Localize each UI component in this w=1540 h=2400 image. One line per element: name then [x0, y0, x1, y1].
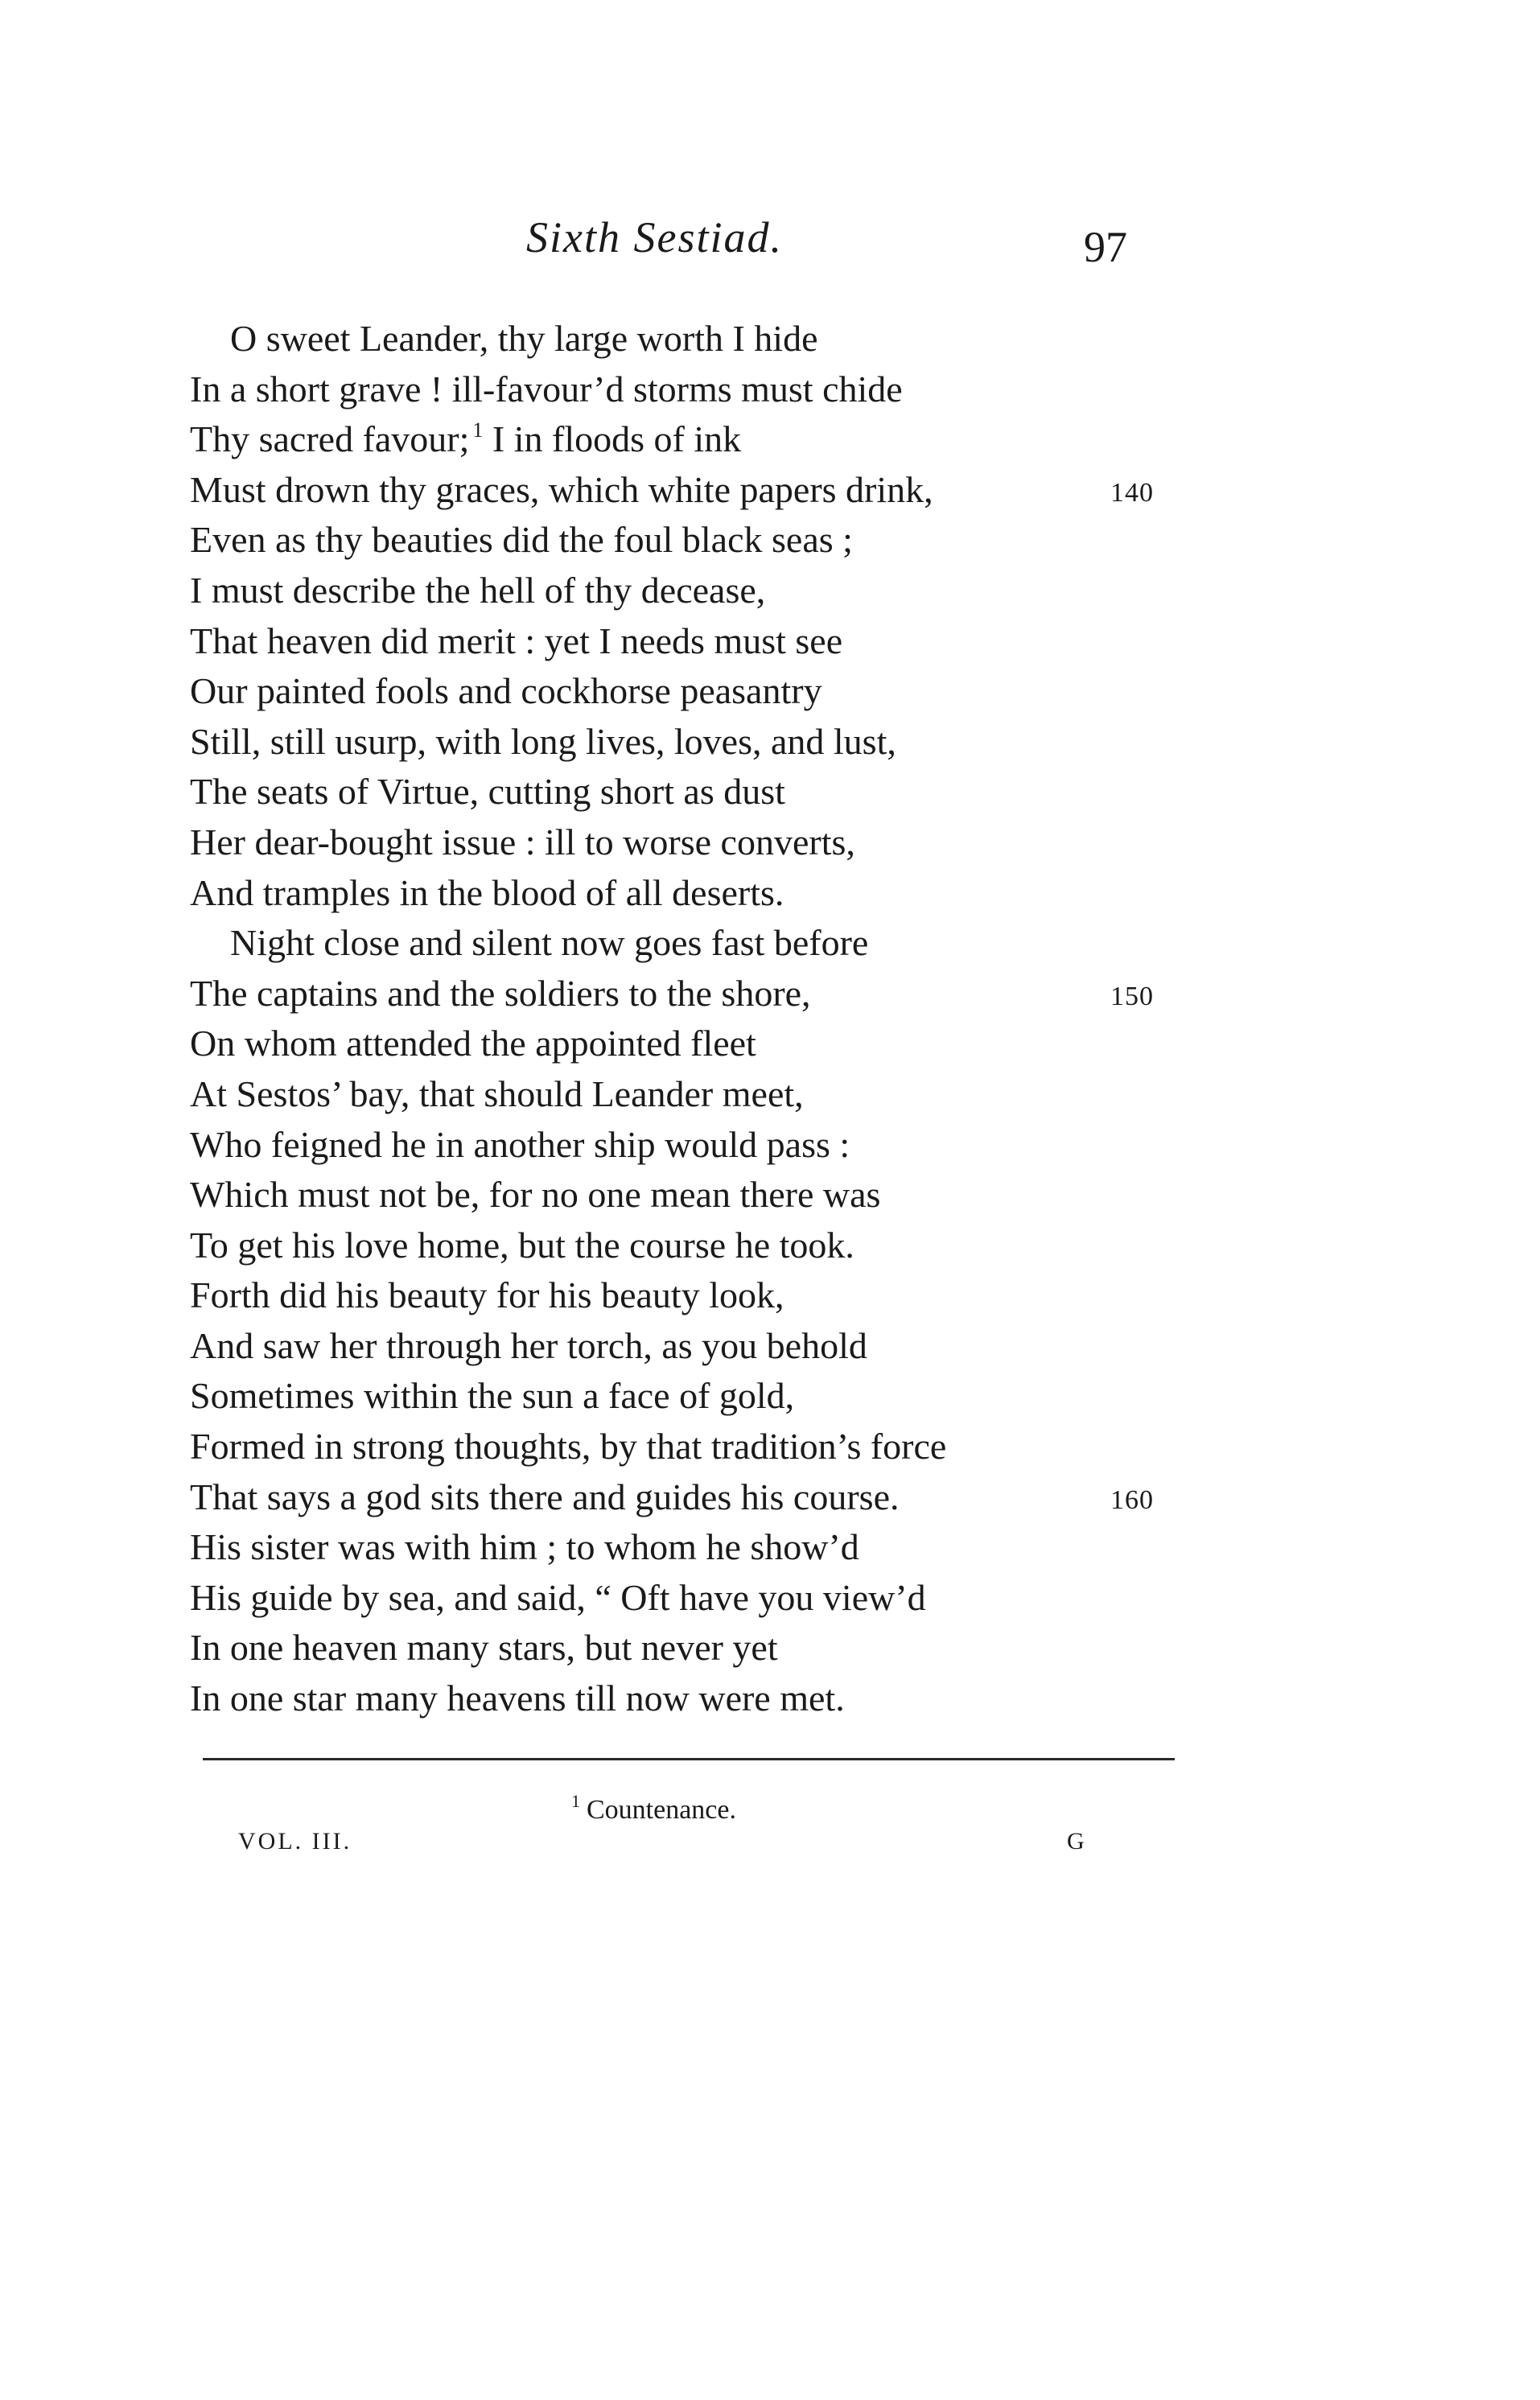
poem-line-text: [190, 821, 855, 862]
poem-line-main: The seats of Virtue, cutting short as dust: [190, 771, 785, 813]
poem-line-main: Thy sacred favour;: [190, 418, 470, 460]
poem-line-text: [190, 570, 765, 611]
poem-line: [190, 1623, 1196, 1673]
poem-line: [190, 1522, 1196, 1573]
poem-line: [190, 1019, 1196, 1069]
poem-line-text: [190, 973, 811, 1014]
poem-line: [190, 414, 1196, 465]
poem-line-text: [190, 368, 903, 410]
poem-line-text: [190, 771, 785, 812]
poem-line-text: [190, 670, 822, 711]
poem-line: [190, 1221, 1196, 1271]
poem-line-text: [190, 418, 741, 459]
page-number: 97: [1084, 223, 1127, 271]
poem-line-main: His guide by sea, and said, “ Oft have you view’d: [190, 1576, 926, 1618]
poem-line-text: [190, 1274, 784, 1315]
poem-line-main: To get his love home, but the course he took.: [190, 1224, 854, 1266]
poem-line-main: In one star many heavens till now were met.: [190, 1678, 845, 1719]
poem-line-main: In one heaven many stars, but never yet: [190, 1627, 778, 1669]
poem-line-text: [190, 519, 853, 560]
poem-line-main: Still, still usurp, with long lives, loves, and lust,: [190, 720, 896, 762]
poem-line-main: That says a god sits there and guides his course.: [190, 1476, 900, 1517]
poem-line-main: Night close and silent now goes fast before: [230, 922, 869, 964]
poem-line: [190, 1472, 1196, 1523]
poem-line: [190, 666, 1196, 717]
poem-line-main: That heaven did merit : yet I needs must see: [190, 620, 843, 661]
poem-line-main: And tramples in the blood of all deserts.: [190, 871, 784, 913]
poem-line-main: Which must not be, for no one mean there was: [190, 1174, 881, 1216]
poem-line: [190, 364, 1196, 415]
poem-line-text: [190, 872, 784, 913]
poem-line-main: O sweet Leander, thy large worth I hide: [230, 318, 818, 359]
poem-line-main: And saw her through her torch, as you behold: [190, 1324, 867, 1366]
poem-line: [190, 969, 1196, 1019]
poem-line-main: Sometimes within the sun a face of gold,: [190, 1375, 795, 1417]
gathering-letter: G: [1067, 1828, 1085, 1855]
poem-line-text: [190, 1023, 756, 1064]
poem-line-text: [190, 1225, 854, 1266]
poem-line-main: Formed in strong thoughts, by that tradition’s force: [190, 1426, 947, 1468]
poem-line-text: [190, 1476, 899, 1517]
line-number: 150: [1110, 981, 1154, 1011]
poem-line-main: I must describe the hell of thy decease,: [190, 569, 766, 611]
poem-line: [190, 1573, 1196, 1624]
line-number: 140: [1110, 477, 1154, 508]
poem-body: [190, 314, 1196, 1724]
poem-line-main: His sister was with him ; to whom he show’d: [190, 1526, 859, 1568]
poem-line: [190, 1673, 1196, 1724]
footnote-mark: 1: [571, 1791, 580, 1811]
poem-line-text: [190, 1124, 850, 1165]
poem-line: [190, 1270, 1196, 1321]
footnote-reference: 1: [472, 418, 484, 443]
poem-line-text: [190, 620, 842, 661]
poem-line-main: Her dear-bought issue : ill to worse converts,: [190, 821, 855, 862]
poem-line-main: Forth did his beauty for his beauty look,: [190, 1274, 784, 1316]
poem-line-text: [190, 1426, 946, 1467]
volume-signature: VOL. III.: [238, 1828, 352, 1855]
poem-line-main: Must drown thy graces, which white papers drink,: [190, 468, 933, 510]
poem-line-text: [190, 318, 818, 359]
poem-line-continuation: I in floods of ink: [483, 418, 742, 460]
poem-line: [190, 1371, 1196, 1422]
poem-line-main: The captains and the soldiers to the shore,: [190, 972, 811, 1014]
poem-line-text: [190, 721, 896, 762]
poem-line: [190, 868, 1196, 919]
footnote: [571, 1791, 736, 1826]
poem-line-text: [190, 469, 933, 510]
poem-line-text: [190, 1577, 926, 1618]
line-number: 160: [1110, 1484, 1154, 1515]
poem-line: [190, 767, 1196, 817]
poem-line: [190, 918, 1196, 969]
poem-line-main: Even as thy beauties did the foul black seas ;: [190, 519, 853, 561]
poem-line: [190, 1170, 1196, 1221]
poem-line-main: In a short grave ! ill-favour’d storms must chide: [190, 368, 903, 410]
poem-line-main: At Sestos’ bay, that should Leander meet,: [190, 1072, 804, 1114]
poem-line: [190, 1422, 1196, 1472]
poem-line: [190, 1321, 1196, 1372]
poem-line: [190, 817, 1196, 868]
poem-line-text: [190, 1526, 859, 1567]
poem-line-main: On whom attended the appointed fleet: [190, 1023, 756, 1064]
poem-line-text: [190, 1375, 794, 1416]
poem-line-text: [190, 1627, 778, 1668]
poem-line: [190, 717, 1196, 768]
poem-line: [190, 1069, 1196, 1120]
running-title: Sixth Sestiad.: [526, 213, 783, 261]
poem-line: [190, 314, 1196, 364]
poem-line: [190, 465, 1196, 516]
poem-line: [190, 616, 1196, 667]
poem-line-text: [190, 1073, 804, 1114]
poem-line-main: Our painted fools and cockhorse peasantry: [190, 670, 822, 712]
poem-line-text: [190, 1174, 880, 1215]
poem-line: [190, 566, 1196, 616]
footnote-divider: [203, 1758, 1175, 1760]
poem-line-text: [190, 1325, 867, 1366]
poem-line-main: Who feigned he in another ship would pass :: [190, 1123, 850, 1165]
footnote-text: Countenance.: [587, 1795, 736, 1825]
poem-line-text: [190, 922, 868, 963]
poem-line-text: [190, 1678, 845, 1719]
poem-line: [190, 515, 1196, 566]
poem-line: [190, 1120, 1196, 1171]
